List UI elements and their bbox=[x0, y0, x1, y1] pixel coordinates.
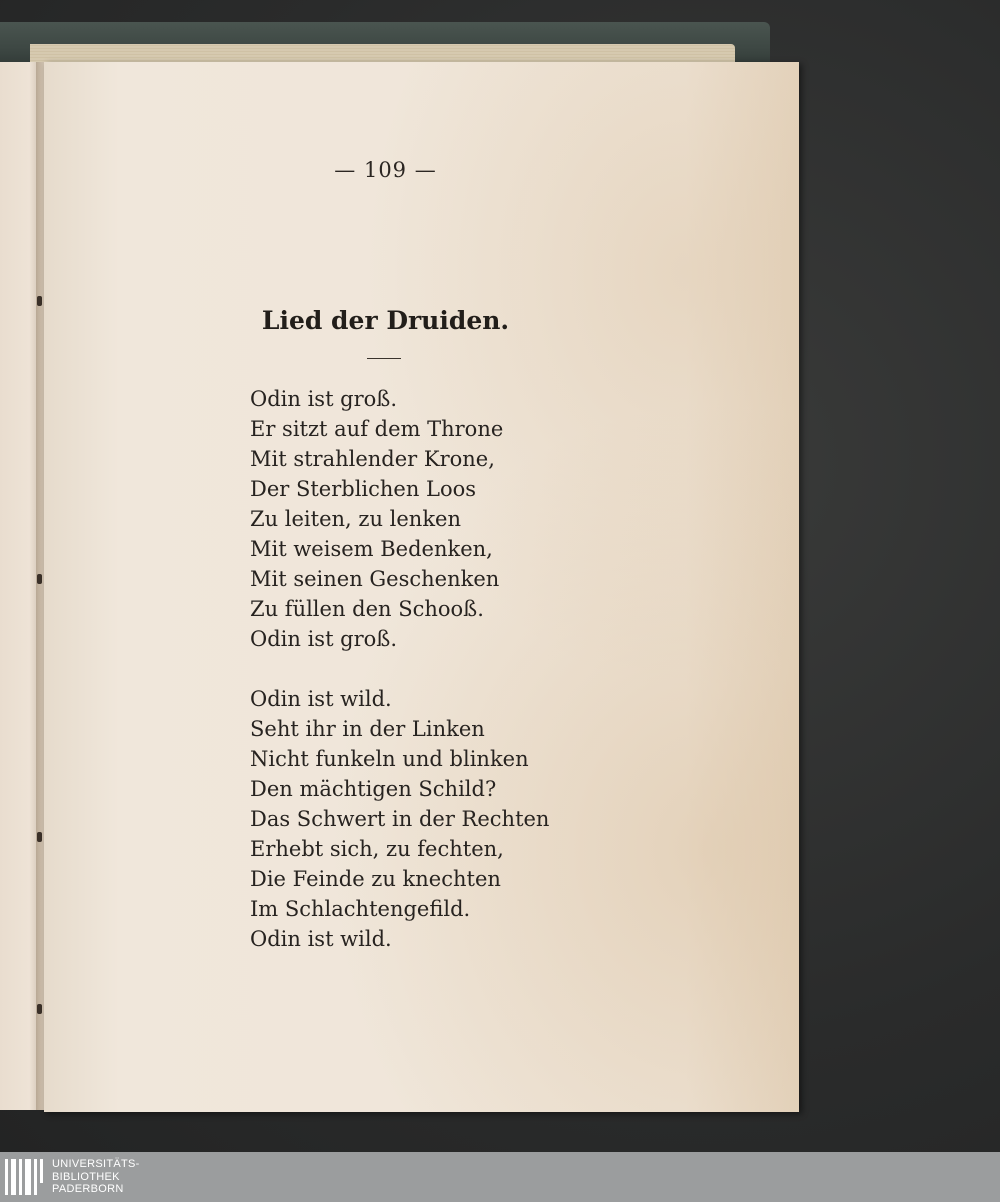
verse-line: Odin ist wild. bbox=[250, 927, 392, 951]
library-name-line: PADERBORN bbox=[52, 1183, 124, 1195]
verse-line: Mit strahlender Krone, bbox=[250, 447, 495, 471]
verse-line: Zu leiten, zu lenken bbox=[250, 507, 462, 531]
stanza-2 bbox=[250, 684, 549, 954]
library-footer bbox=[0, 1152, 1000, 1202]
stanza-1 bbox=[250, 384, 503, 654]
verse-line: Odin ist groß. bbox=[250, 627, 398, 651]
poem-title: Lied der Druiden. bbox=[261, 306, 510, 335]
book-page bbox=[44, 62, 799, 1112]
verse-line: Odin ist wild. bbox=[250, 687, 392, 711]
verse-line: Erhebt sich, zu fechten, bbox=[250, 837, 504, 861]
binding-stitch bbox=[37, 832, 42, 842]
binding-stitch bbox=[37, 574, 42, 584]
verse-line: Mit weisem Bedenken, bbox=[250, 537, 493, 561]
verse-line: Zu füllen den Schooß. bbox=[250, 597, 484, 621]
page-number: — 109 — bbox=[334, 158, 437, 182]
title-divider bbox=[367, 358, 401, 359]
verse-line: Im Schlachtengefild. bbox=[250, 897, 471, 921]
binding-stitch bbox=[37, 296, 42, 306]
verse-line: Das Schwert in der Rechten bbox=[250, 807, 550, 831]
binding-stitch bbox=[37, 1004, 42, 1014]
verse-line: Odin ist groß. bbox=[250, 387, 398, 411]
verse-line: Mit seinen Geschenken bbox=[250, 567, 500, 591]
verse-line: Nicht funkeln und blinken bbox=[250, 747, 529, 771]
library-name bbox=[52, 1158, 140, 1196]
library-name-line: BIBLIOTHEK bbox=[52, 1170, 120, 1183]
verse-line: Seht ihr in der Linken bbox=[250, 717, 485, 741]
library-name-line: UNIVERSITÄTS- bbox=[52, 1158, 140, 1170]
verse-line: Den mächtigen Schild? bbox=[250, 777, 497, 801]
verse-line: Die Feinde zu knechten bbox=[250, 867, 501, 891]
verse-line: Der Sterblichen Loos bbox=[250, 477, 477, 501]
verse-line: Er sitzt auf dem Throne bbox=[250, 417, 504, 441]
university-library-logo-icon bbox=[4, 1155, 44, 1199]
